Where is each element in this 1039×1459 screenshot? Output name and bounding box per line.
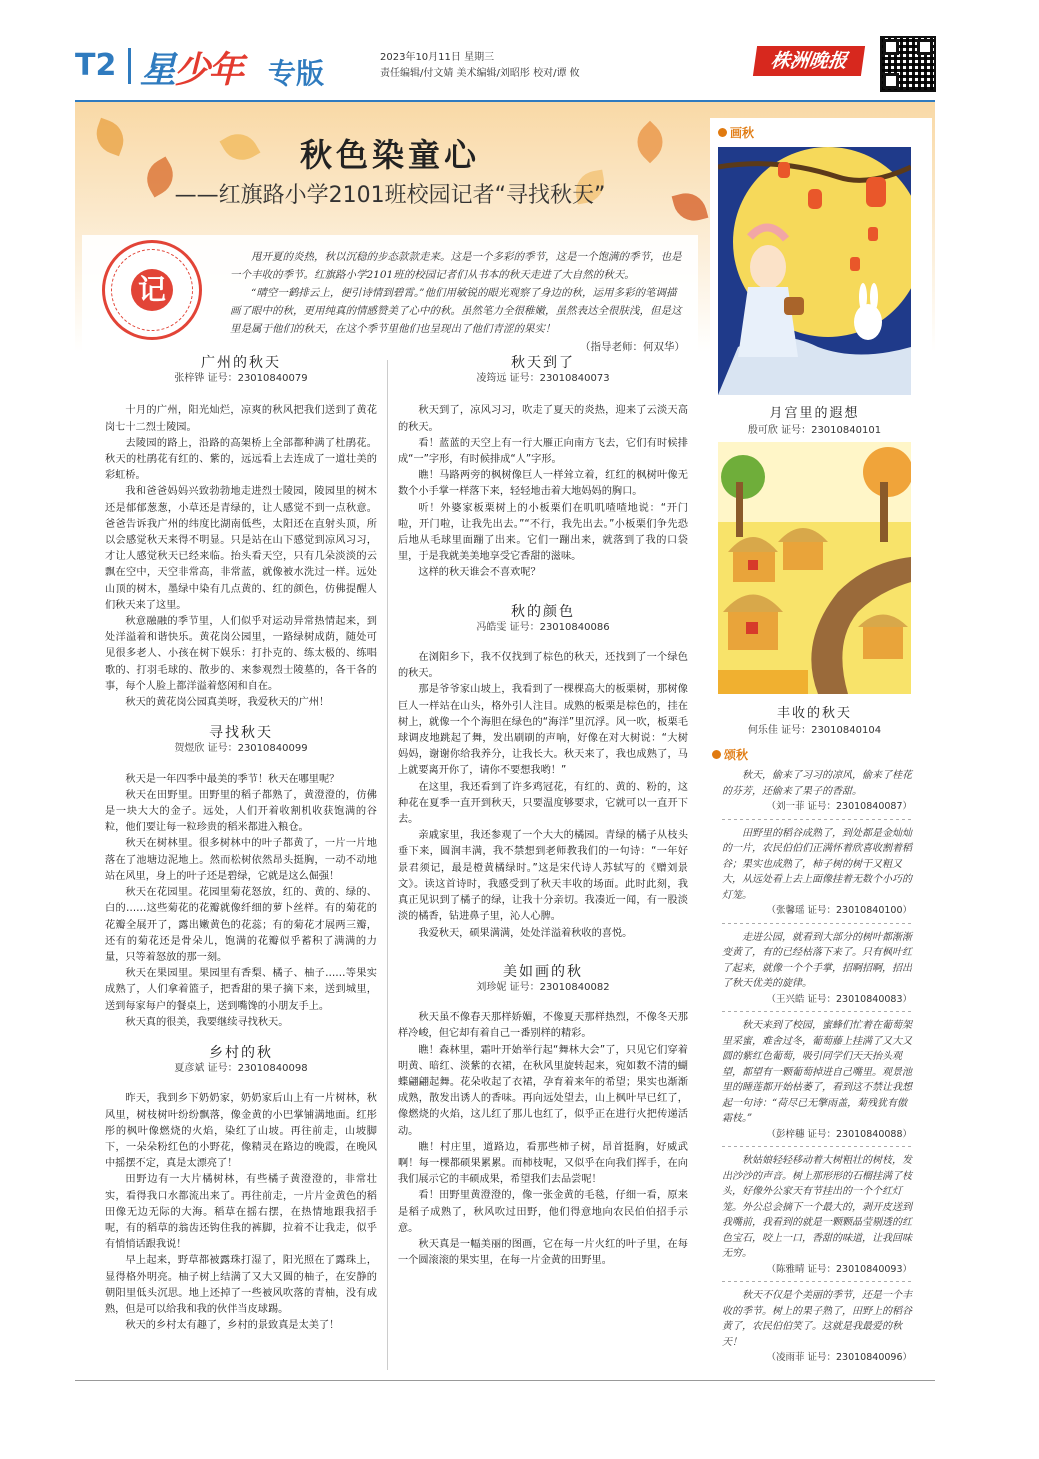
painting-harvest[interactable] [718, 442, 911, 694]
article-author: 刘珍妮 证号：23010840082 [476, 981, 610, 993]
editors-line: 责任编辑/付文婧 美术编辑/刘昭彤 校对/谭 攸 [380, 68, 580, 79]
poem-separator [722, 819, 912, 820]
poem-text: 秋姑娘轻轻移动着大树粗壮的树枝，发出沙沙的声音。树上那形形的石榴挂满了枝头，好像外公家天有节挂出的一个个红灯笼。外公总会摘下一个最大的，剥开皮送到我嘴前，我看到的就是一颗颗晶莹剔透的红色宝石，咬上一口，香甜的味道，让我回味无穷。 [722, 1155, 912, 1259]
article-paragraph: 秋天的乡村太有趣了，乡村的景致真是太美了！ [125, 1320, 340, 1332]
article-paragraph: 秋天在树林里。很多树林中的叶子都黄了，一片一片地落在了池塘边泥地上。然而松树依然昂头挺胸，一动不动地站在风里，身上的叶子还是碧绿，它就是这么倔强！ [105, 838, 377, 882]
intro-paragraph: “晴空一鹤排云上，便引诗情到碧霄。”他们用敏锐的眼光观察了身边的秋，运用多彩的笔调描画了眼中的秋，更用纯真的情感赞美了心中的秋。虽然笔力全很稚嫩，虽然表达全很肤浅，但是这里是属于他们的秋天，在这个季节里他们也呈现出了他们青涩的果实！ [230, 287, 682, 335]
article-paragraph: 十月的广州，阳光灿烂，凉爽的秋风把我们送到了黄花岗七十二烈士陵园。 [105, 405, 377, 433]
tag-paint [718, 124, 754, 141]
tag-paint-label: 画秋 [730, 126, 755, 140]
poem-separator [722, 923, 912, 924]
article-paragraph: 在这里，我还看到了许多鸡冠花，有红的、黄的、粉的，这种花在夏季一直开到秋天，只要温度够要求，它就可以一直开下去。 [398, 781, 688, 826]
poem-signature: （王兴皓 证号：23010840083） [766, 993, 912, 1005]
poem-separator [722, 1146, 912, 1147]
poem-text: 秋天，偷来了习习的凉风，偷来了桂花的芬芳，还偷来了果子的香甜。 [722, 770, 912, 797]
poem-signature: （凌雨菲 证号：23010840096） [766, 1352, 912, 1363]
intro-guide: （指导老师：何双华） [580, 341, 685, 353]
article-paragraph: 秋天是一年四季中最美的季节！秋天在哪里呢？ [125, 773, 340, 785]
article-paragraph: 秋意融融的季节里，人们似乎对运动异常热情起来，到处洋溢着和谐快乐。黄花岗公园里，一路绿树成荫，随处可见很多老人、小孩在树下娱乐：打扑克的、练太极的、练唱歌的、打羽毛球的、散步的、来参观烈士陵墓的，各干各的事，每个人脸上都洋溢着悠闲和自在。 [105, 616, 377, 692]
poem-list [722, 768, 912, 1366]
painting-title: 丰收的秋天 [776, 706, 852, 721]
column-middle [398, 355, 688, 1269]
article-paragraph: 我和爸爸妈妈兴致勃勃地走进烈士陵园，陵园里的树木还是郁郁葱葱，小草还是青绿的，让人感觉不到一点秋意。爸爸告诉我广州的纬度比湖南低些，太阳还在直射头顶，所以会感觉秋天来得不明显。只是站在山下感觉到凉风习习，才让人感觉秋天已经来临。抬头看天空，只有几朵淡淡的云飘在空中，天空非常高，非常蓝，就像被水洗过一样。远处山顶的树木，墨绿中染有几点黄的、红的颜色，仿佛提醒人们秋天来了这里。 [105, 486, 377, 611]
poem-text: 走进公园，就看到大部分的树叶都渐渐变黄了，有的已经枯落下来了。只有枫叶红了起来，就像一个个手掌，招啊招啊，招出了秋天优美的旋律。 [722, 931, 912, 989]
article-paragraph: 秋天在果园里。果园里有香梨、橘子、柚子……等果实成熟了，人们拿着篮子，把香甜的果子摘下来，送到城里，送到每家每户的餐桌上，送到嘴馋的小朋友手上。 [105, 968, 377, 1012]
qr-code-icon[interactable] [880, 36, 936, 92]
article-paragraph: 瞧！村庄里，道路边，看那些柿子树，昂首挺胸，好威武啊！每一棵都硕果累累。而柿枝呢，又似乎在向我们挥手，在向我们展示它的丰硕成果，希望我们去品尝呢！ [398, 1141, 688, 1186]
article-paragraph: 瞧！森林里，霜叶开始举行起“舞林大会”了，只见它们穿着明黄、暗红、淡紫的衣裙，在秋风里旋转起来，宛如数不清的蝴蝶翩翩起舞。花朵收起了衣裙，孕育着来年的希望；果实也渐渐成熟，散发出诱人的香味。再向远处望去，山上枫叶早已红了，像燃烧的火焰，这儿红了那儿也红了，似乎正在进行火把传递活动。 [398, 1044, 688, 1137]
poem-signature: （彭梓穗 证号：23010840088） [766, 1128, 912, 1140]
article-author: 冯皓雯 证号：23010840086 [476, 621, 610, 633]
date-line: 2023年10月11日 星期三 [380, 52, 495, 63]
article-paragraph: 在浏阳乡下，我不仅找到了棕色的秋天，还找到了一个绿色的秋天。 [398, 652, 688, 680]
headline-title: 秋色染童心 [299, 136, 480, 174]
article-title: 秋天到了 [511, 355, 575, 371]
qr-corner [917, 39, 933, 55]
page-number: T2 [75, 48, 117, 83]
article-title: 广州的秋天 [201, 355, 281, 371]
brand-b: 少年 [174, 50, 243, 91]
reporter-seal [102, 240, 202, 340]
article-title: 寻找秋天 [209, 725, 273, 742]
poem-signature: （刘一菲 证号：23010840087） [766, 801, 912, 812]
article-paragraph: 听！外婆家板栗树上的小板栗们在叽叽喳喳地说：“开门啦，开门啦，让我先出去。”“不行，我先出去。”小板栗们争先恐后地从毛球里面蹦了出来。它们一蹦出来，就落到了我的口袋里，于是我就美美地享受它香甜的滋味。 [398, 502, 688, 563]
tag-dot-icon [712, 750, 721, 759]
article-paragraph: 我爱秋天，硕果满满，处处洋溢着秋收的喜悦。 [418, 927, 633, 939]
poem-text: 田野里的稻谷成熟了，到处都是金灿灿的一片，农民伯伯们正满怀着欣喜收割着稻谷；果实也成熟了，柿子树的树干又粗又大，从远处看上去上面像挂着无数个小巧的灯笼。 [722, 827, 912, 901]
article-paragraph: 这样的秋天谁会不喜欢呢？ [418, 567, 541, 579]
poem-text: 秋天来到了校园，蜜蜂们忙着在葡萄架里采蜜，难舍过冬，葡萄藤上挂满了又大又圆的紫红色葡萄，吸引同学们天天抬头观望，都望有一颗葡萄掉进自己嘴里。观景池里的睡莲都开始枯萎了，看到这不禁让我想起一句诗：“荷尽已无擎雨盖，菊残犹有傲霜枝。” [722, 1020, 912, 1124]
article-paragraph: 看！田野里黄澄澄的，像一张金黄的毛毯，仔细一看，原来是稻子成熟了，秋风吹过田野，他们得意地向农民伯伯招手示意。 [398, 1190, 688, 1234]
article-paragraph: 瞧！马路两旁的枫树像巨人一样耸立着，红红的枫树叶像无数个小手掌一样落下来，轻轻地击着大地妈妈的胸口。 [398, 470, 688, 498]
article-title: 秋的颜色 [511, 603, 575, 620]
intro-block [230, 248, 685, 356]
article-paragraph: 秋天真是一幅美丽的图画，它在每一片火红的叶子里，在每一个圆滚滚的果实里，在每一片金黄的田野里。 [398, 1238, 688, 1267]
intro-paragraph: 甩开夏的炎热，秋以沉稳的步态款款走来。这是一个多彩的季节，这是一个饱满的季节，也是一个丰收的季节。红旗路小学2101班的校园记者们从书本的秋天走进了大自然的秋天。 [230, 251, 682, 281]
article-paragraph: 秋天真的很美，我要继续寻找秋天。 [125, 1016, 289, 1028]
article-paragraph: 秋天在田野里。田野里的稻子都熟了，黄澄澄的，仿佛是一块大大的金子。远处，人们开着收割机收获饱满的谷粒，他们要让每一粒珍贵的稻米都进入粮仓。 [105, 789, 377, 834]
article-paragraph: 亲戚家里，我还参观了一个大大的橘园。青绿的橘子从枝头垂下来，圆润丰满，我不禁想到老师教我们的一句诗：“一年好景君须记，最是橙黄橘绿时。”这是宋代诗人苏轼写的《赠刘景文》。读这首诗时，我感受到了秋天丰收的场面。此时此刻，我真正见识到了橘子的绿，让我十分亲切。我凑近一闻，有一股淡淡的橘香，钻进鼻子里，沁人心脾。 [398, 830, 688, 923]
seal-glyph: 记 [131, 269, 173, 311]
tag-poem [712, 746, 748, 763]
article-author: 贺煜欣 证号：23010840099 [174, 743, 308, 755]
article-paragraph: 昨天，我到乡下奶奶家，奶奶家后山上有一片树林，秋风里，树枝树叶纷纷飘落，像金黄的小巴掌铺满地面。红彤彤的枫叶像燃烧的火焰，染红了山坡。再往前走，山坡脚下，一朵朵粉红色的小野花，像精灵在路边的晚霞，在晚风中摇摆不定，真是太漂亮了！ [105, 1093, 377, 1170]
article-paragraph: 田野边有一大片橘树林，有些橘子黄澄澄的，非常壮实，看得我口水都流出来了。再往前走，一片片金黄色的稻田像无边无际的大海。稻草在摇右摆，在热情地跟我招手呢，有的稻草的翁齿还钩住我的裤脚，拉着不让我走，似乎有悄悄话跟我说！ [105, 1174, 377, 1251]
qr-corner [883, 73, 899, 89]
painting-author: 殷可欣 证号：23010840101 [747, 425, 882, 436]
headline-subtitle: ——红旗路小学2101班校园记者“寻找秋天” [174, 183, 606, 208]
column-left [105, 355, 377, 1334]
article-author: 凌筠远 证号：23010840073 [476, 373, 610, 385]
brand-logo [140, 42, 242, 93]
article-author: 张梓铧 证号：23010840079 [174, 373, 308, 385]
painting-harvest-svg [718, 442, 911, 694]
article-paragraph: 看！蓝蓝的天空上有一行大雁正向南方飞去，它们有时候排成“一”字形，有时候排成“人”字形。 [398, 437, 688, 466]
tag-dot-icon [718, 128, 727, 137]
section-label: 专版 [268, 57, 325, 90]
date-block [380, 50, 580, 82]
poem-text: 秋天不仅是个美丽的季节，还是一个丰收的季节。树上的果子熟了，田野上的稻谷黄了，农民伯伯笑了。这就是我最爱的秋天！ [722, 1290, 912, 1348]
qr-corner [883, 39, 899, 55]
article-paragraph: 秋天在花园里。花园里菊花怒放，红的、黄的、绿的、白的……这些菊花的花瓣就像纤细的萝卜丝样。有的菊花的花瓣全展开了，露出嫩黄色的花蕊；有的菊花才展两三瓣，还有的菊花还是骨朵儿，饱满的花瓣似乎蓄积了满满的力量，只等着怒放的那一刻。 [105, 887, 377, 963]
header-divider [128, 48, 131, 84]
article-paragraph: 那是爷爷家山坡上，我看到了一棵棵高大的板栗树，那树像巨人一样站在山头，格外引人注目。成熟的板栗是棕色的，挂在树上，就像一个个海胆在绿色的“海洋”里沉浮。风一吹，板栗毛球调皮地跳起了舞，发出刷刷的声响，好像在对大树说：“大树妈妈，谢谢你给我养分，让我长大。秋天来了，我也成熟了，马上就要离开你了，请你不要想我哟！” [398, 684, 688, 777]
column-divider [387, 360, 388, 1370]
article-author: 夏彦斌 证号：23010840098 [174, 1063, 308, 1075]
tag-poem-label: 颂秋 [724, 748, 749, 762]
poem-separator [722, 1281, 912, 1282]
paper-logo: 株洲晚报 [753, 46, 865, 76]
painting-moon-palace[interactable] [718, 147, 911, 395]
article-paragraph: 秋天的黄花岗公园真美呀，我爱秋天的广州！ [125, 697, 330, 709]
painting-title: 月宫里的遐想 [769, 406, 860, 421]
article-paragraph: 秋天到了，凉风习习，吹走了夏天的炎热，迎来了云淡天高的秋天。 [398, 405, 688, 433]
footer-rule [75, 1380, 935, 1381]
poem-signature: （陈雅晴 证号：23010840093） [766, 1263, 912, 1275]
painting-moon-palace-svg [718, 147, 911, 395]
article-title: 美如画的秋 [503, 963, 583, 980]
article-title: 乡村的秋 [209, 1044, 273, 1061]
painting-author: 何乐佳 证号：23010840104 [747, 725, 882, 736]
article-paragraph: 早上起来，野草都被露珠打湿了，阳光照在了露珠上，显得格外明亮。柚子树上结满了又大又圆的柚子，在安静的朝阳里低头沉思。地上还掉了一些被风吹落的青柚，没有成熟，但是可以给我和我的伙伴当皮球踢。 [105, 1255, 377, 1315]
article-paragraph: 秋天虽不像春天那样娇媚，不像夏天那样热烈，不像冬天那样冷峻，但它却有着自己一番别样的精彩。 [398, 1012, 688, 1040]
poem-signature: （张馨瑶 证号：23010840100） [766, 905, 912, 916]
poem-separator [722, 1011, 912, 1012]
article-paragraph: 去陵园的路上，沿路的高架桥上全部都种满了杜鹃花。秋天的杜鹃花有红的、紫的，远远看上去连成了一道壮美的彩虹桥。 [105, 437, 377, 482]
brand-a: 星 [140, 50, 175, 91]
